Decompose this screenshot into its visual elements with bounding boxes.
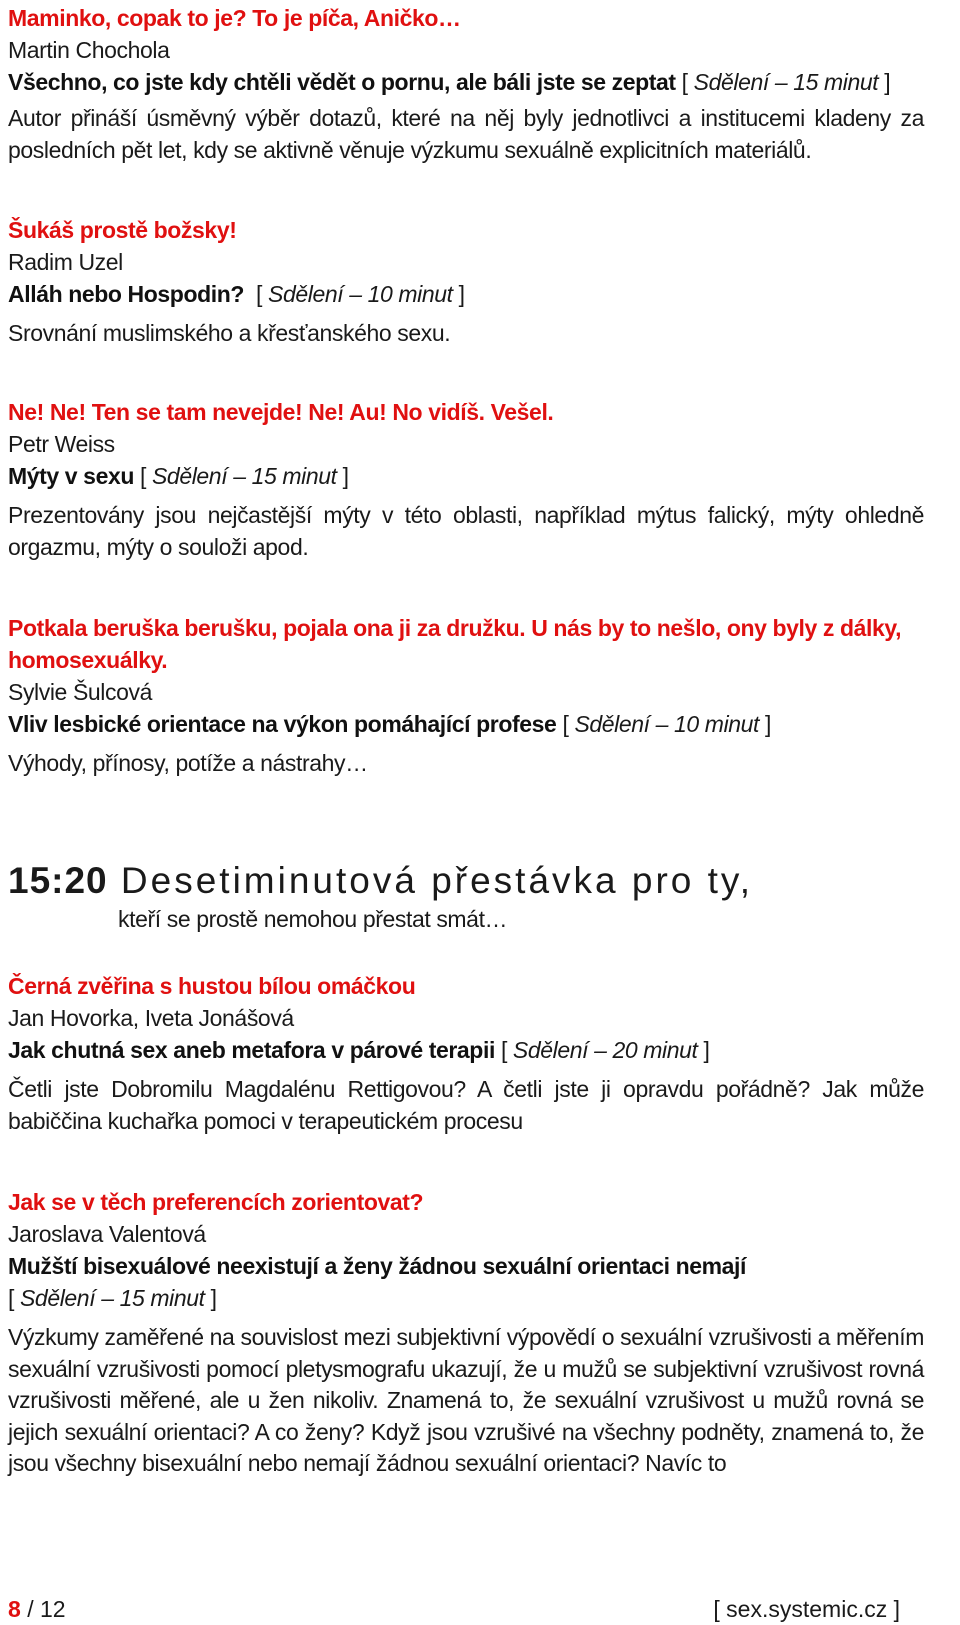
entry-author: Jan Hovorka, Iveta Jonášová	[8, 1005, 294, 1031]
meta-duration: 15 minut	[793, 69, 879, 95]
program-entry	[8, 396, 956, 563]
page-current: 8	[8, 1596, 21, 1622]
entry-title: Maminko, copak to je? To je píča, Aničko…	[8, 5, 461, 31]
meta-kind: Sdělení	[19, 1285, 96, 1311]
entry-talk-title: Alláh nebo Hospodin?	[8, 281, 245, 307]
meta-kind: Sdělení	[268, 281, 344, 307]
entry-talk-line	[8, 708, 956, 740]
entry-talk-title: Mužští bisexuálové neexistují a ženy žádnou sexuální orientaci nemají	[8, 1253, 747, 1279]
break-title: Desetiminutová přestávka pro ty,	[120, 860, 753, 901]
page-number	[8, 1593, 66, 1625]
entry-talk-line	[8, 1034, 956, 1066]
meta-duration: 15 minut	[119, 1285, 205, 1311]
entry-title-line-1: Potkala beruška berušku, pojala ona ji za družku. U nás by to nešlo, ony byly z dálky,	[8, 615, 902, 641]
entry-talk-title: Mýty v sexu	[8, 463, 134, 489]
entry-talk-meta: [ Sdělení – 15 minut ]	[681, 69, 891, 95]
entry-title: Šukáš prostě božsky!	[8, 217, 237, 243]
entry-talk-meta: [ Sdělení – 15 minut ]	[8, 1285, 217, 1311]
entry-author: Sylvie Šulcová	[8, 679, 152, 705]
entry-talk-line	[8, 66, 956, 98]
entry-talk-meta: [ Sdělení – 15 minut ]	[140, 463, 349, 489]
site-url: [ sex.systemic.cz ]	[713, 1596, 900, 1622]
entry-description: Prezentovány jsou nejčastější mýty v této oblasti, například mýtus falický, mýty ohledně orgazmu, mýty o souloži apod.	[8, 502, 924, 560]
program-entry	[8, 214, 956, 350]
entry-title-line-2: homosexuálky.	[8, 647, 168, 673]
program-entry	[8, 612, 956, 780]
entry-author: Jaroslava Valentová	[8, 1221, 206, 1247]
meta-kind: Sdělení	[574, 711, 650, 737]
entry-talk-line	[8, 460, 956, 492]
meta-kind: Sdělení	[151, 463, 228, 489]
page-total: 12	[39, 1596, 66, 1622]
meta-duration: 15 minut	[251, 463, 337, 489]
break-time: 15:20	[8, 860, 108, 901]
meta-duration: 20 minut	[612, 1037, 698, 1063]
entry-talk-meta: [ Sdělení – 20 minut ]	[500, 1037, 710, 1063]
entry-description: Výhody, přínosy, potíže a nástrahy…	[8, 750, 368, 776]
entry-description: Výzkumy zaměřené na souvislost mezi subjektivní výpovědí o sexuální vzrušivosti a měřením sexuální vzrušivosti pomocí pletysmografu ukazují, že u mužů se subjektivní vzrušivost rovná vzrušivosti měřené, ale u žen nikoliv. Znamená to, že sexuální vzrušivost u mužů rovná se jejich sexuální orientaci? A co ženy? Když jsou vzrušivé na všechny podněty, znamená to, že jsou všechny bisexuální nebo nemají žádnou sexuální orientaci? Navíc to	[8, 1324, 924, 1476]
page-separator: /	[27, 1596, 34, 1622]
entry-talk-title: Vliv lesbické orientace na výkon pomáhající profese	[8, 711, 557, 737]
break-heading	[8, 860, 753, 902]
entry-author: Petr Weiss	[8, 431, 115, 457]
entry-description: Četli jste Dobromilu Magdalénu Rettigovou? A četli jste ji opravdu pořádně? Jak může babiččina kuchařka pomoci v terapeutickém procesu	[8, 1076, 924, 1134]
entry-title: Ne! Ne! Ten se tam nevejde! Ne! Au! No vidíš. Vešel.	[8, 399, 554, 425]
program-entry	[8, 2, 956, 166]
entry-author: Radim Uzel	[8, 249, 123, 275]
entry-title: Černá zvěřina s hustou bílou omáčkou	[8, 973, 416, 999]
entry-talk-meta: [ Sdělení – 10 minut ]	[250, 281, 465, 307]
entry-talk-meta: [ Sdělení – 10 minut ]	[562, 711, 772, 737]
meta-duration: 10 minut	[674, 711, 760, 737]
entry-talk-title: Jak chutná sex aneb metafora v párové terapii	[8, 1037, 495, 1063]
entry-description: Autor přináší úsměvný výběr dotazů, které na něj byly jednotlivci a institucemi kladeny za posledních pět let, kdy se aktivně věnuje výzkumu sexuálně explicitních materiálů.	[8, 105, 924, 163]
entry-description: Srovnání muslimského a křesťanského sexu.	[8, 320, 451, 346]
break-subtitle: kteří se prostě nemohou přestat smát…	[118, 906, 508, 932]
entry-title: Jak se v těch preferencích zorientovat?	[8, 1189, 424, 1215]
meta-duration: 10 minut	[367, 281, 453, 307]
meta-kind: Sdělení	[512, 1037, 589, 1063]
meta-kind: Sdělení	[693, 69, 769, 95]
entry-talk-title: Všechno, co jste kdy chtěli vědět o pornu, ale báli jste se zeptat	[8, 69, 676, 95]
entry-author: Martin Chochola	[8, 37, 170, 63]
entry-talk-line	[8, 278, 956, 310]
program-entry	[8, 1186, 956, 1480]
program-entry	[8, 970, 956, 1137]
